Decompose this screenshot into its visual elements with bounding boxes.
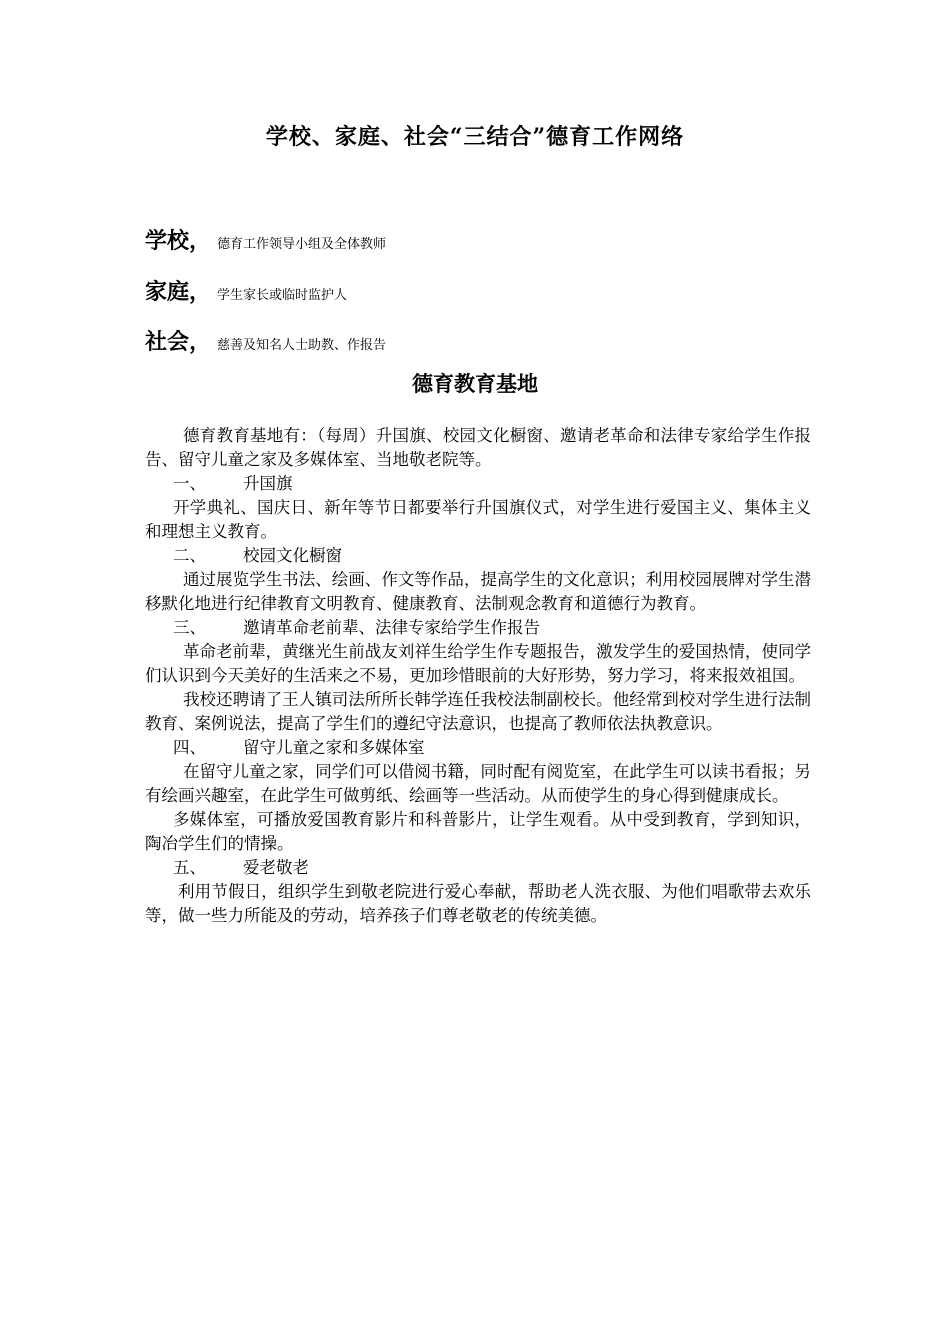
intro-paragraph: 德育教育基地有：（每周）升国旗、校园文化橱窗、邀请老革命和法律专家给学生作报告、留守儿童之家及多媒体室、当地敬老院等。 [145,426,811,469]
section-heading-3 [145,616,811,640]
paragraph: 我校还聘请了王人镇司法所所长韩学连任我校法制副校长。他经常到校对学生进行法制教育、案例说法，提高了学生们的遵纪守法意识，也提高了教师依法执教意识。 [145,690,811,733]
section-heading-text: 邀请革命老前辈、法律专家给学生作报告 [243,618,540,637]
role-description: 慈善及知名人士助教、作报告 [217,338,387,353]
section-heading-text: 校园文化橱窗 [243,546,342,565]
role-description: 德育工作领导小组及全体教师 [217,237,387,252]
role-family [145,275,347,306]
role-label: 学校， [145,228,212,254]
paragraph: 开学典礼、国庆日、新年等节日都要举行升国旗仪式，对学生进行爱国主义、集体主义和理想主义教育。 [145,498,811,541]
section-number: 五、 [173,858,206,877]
role-society [145,325,386,356]
paragraph: 多媒体室，可播放爱国教育影片和科普影片，让学生观看。从中受到教育，学到知识，陶冶学生们的情操。 [145,810,811,853]
paragraph: 通过展览学生书法、绘画、作文等作品，提高学生的文化意识；利用校园展牌对学生潜移默化地进行纪律教育文明教育、健康教育、法制观念教育和道德行为教育。 [145,570,811,613]
section-heading-text: 爱老敬老 [243,858,309,877]
section-heading-1 [145,472,811,496]
body-text [145,424,811,928]
section-number: 一、 [173,474,206,493]
section-number: 四、 [173,738,206,757]
section-number: 二、 [173,546,206,565]
role-school [145,224,386,255]
role-description: 学生家长或临时监护人 [217,288,348,303]
section-heading-text: 留守儿童之家和多媒体室 [243,738,425,757]
section-heading-4 [145,736,811,760]
section-heading-5 [145,856,811,880]
section-number: 三、 [173,618,206,637]
paragraph: 在留守儿童之家，同学们可以借阅书籍，同时配有阅览室，在此学生可以读书看报；另有绘画兴趣室，在此学生可做剪纸、绘画等一些活动。从而使学生的身心得到健康成长。 [145,762,811,805]
section-heading-2 [145,544,811,568]
section-heading-text: 升国旗 [243,474,293,493]
section-title: 德育教育基地 [412,371,538,396]
paragraph: 革命老前辈，黄继光生前战友刘祥生给学生作专题报告，激发学生的爱国热情，使同学们认识到今天美好的生活来之不易，更加珍惜眼前的大好形势，努力学习，将来报效祖国。 [145,642,811,685]
role-label: 社会， [145,329,212,355]
page-title: 学校、家庭、社会“三结合”德育工作网络 [265,124,685,150]
role-label: 家庭， [145,279,212,305]
paragraph: 利用节假日，组织学生到敬老院进行爱心奉献，帮助老人洗衣服、为他们唱歌带去欢乐等，做一些力所能及的劳动，培养孩子们尊老敬老的传统美德。 [145,882,811,925]
